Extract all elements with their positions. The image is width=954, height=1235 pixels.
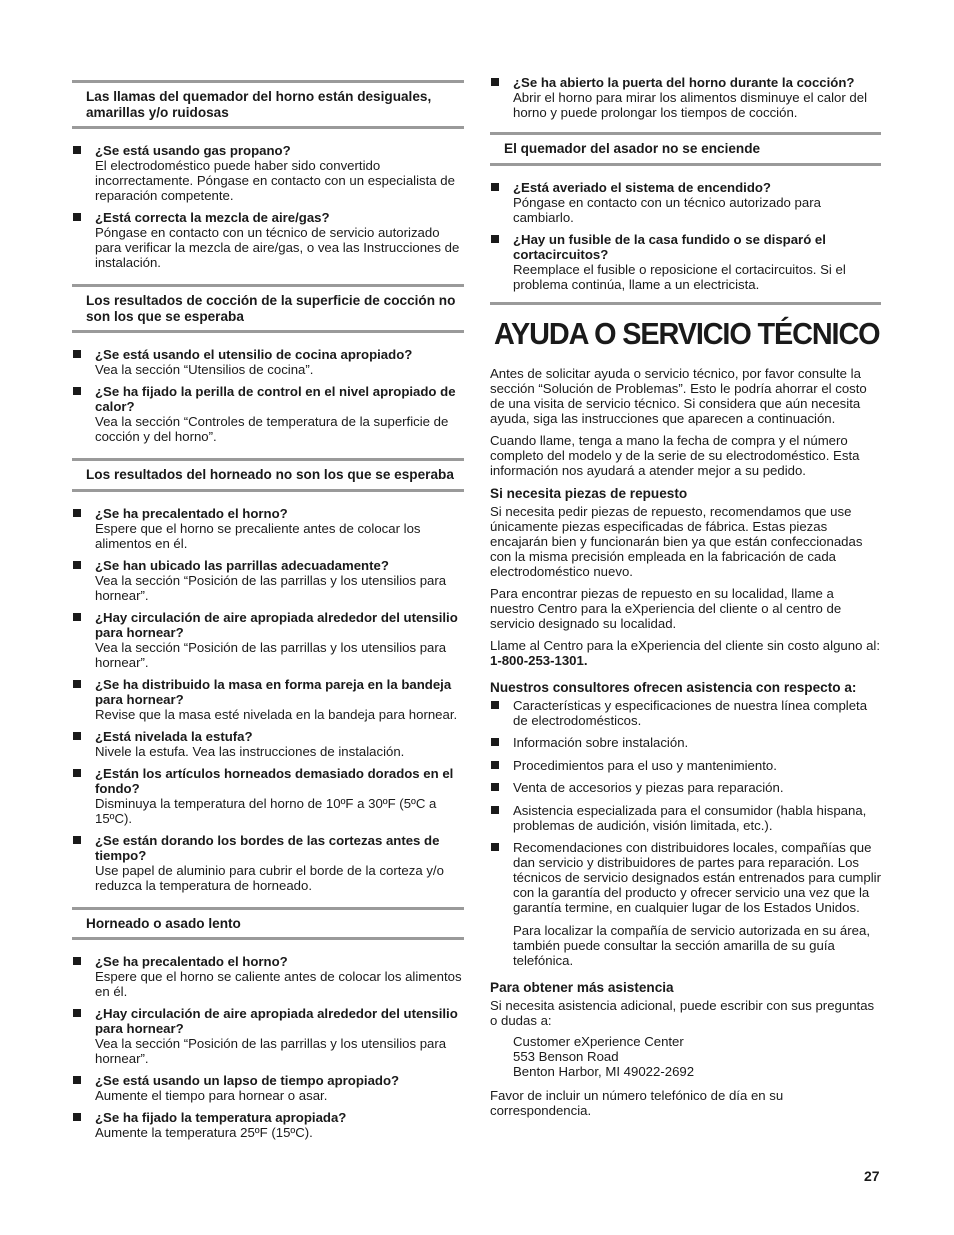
list-item: ¿Se está usando un lapso de tiempo apropiado? Aumente el tiempo para hornear o asar. bbox=[72, 1073, 464, 1103]
address-line: Customer eXperience Center bbox=[513, 1034, 684, 1049]
intro-paragraph-2: Cuando llame, tenga a mano la fecha de compra y el número completo del modelo y de la serie de su electrodoméstico. Esta información nos ayudará a atender mejor a su pedido. bbox=[490, 432, 860, 478]
list-item: ¿Están los artículos horneados demasiado dorados en el fondo? Disminuya la temperatura del horno de 10ºF a 30ºF (5ºC a 15ºC). bbox=[72, 766, 464, 826]
parts-paragraph-2: Para encontrar piezas de repuesto en su localidad, llame a nuestro Centro para la eXperiencia del cliente o al centro de servicio designado su localidad. bbox=[490, 585, 842, 631]
list-item: Características y especificaciones de nuestra línea completa de electrodomésticos. bbox=[490, 698, 881, 728]
checklist-broiler bbox=[490, 180, 881, 292]
list-item: ¿Hay circulación de aire apropiada alrededor del utensilio para hornear? Vea la sección “Posición de las parrillas y los utensilios para hornear”. bbox=[72, 610, 464, 670]
more-help-paragraph-2: Favor de incluir un número telefónico de día en su correspondencia. bbox=[490, 1088, 784, 1118]
phone-number: 1-800-253-1301. bbox=[490, 652, 588, 668]
list-item: ¿Se ha fijado la perilla de control en el nivel apropiado de calor? Vea la sección “Controles de temperatura de la superficie de cocción y del horno”. bbox=[72, 384, 464, 444]
list-item: Información sobre instalación. bbox=[490, 735, 881, 750]
consultant-note: Para localizar la compañía de servicio autorizada en su área, también puede consultar la sección amarilla de su guía telefónica. bbox=[513, 923, 870, 968]
intro-paragraph: Antes de solicitar ayuda o servicio técnico, por favor consulte la sección “Solución de Problemas”. Esto le podría ahorrar el costo de una visita de servicio técnico. Si considera que aún necesita ayuda, siga las instrucciones que aparecen a continuación. bbox=[490, 365, 867, 426]
checklist-oven-door bbox=[490, 75, 881, 120]
list-item: ¿Se han ubicado las parrillas adecuadamente? Vea la sección “Posición de las parrillas y los utensilios para hornear”. bbox=[72, 558, 464, 603]
section-heading-broiler: El quemador del asador no se enciende bbox=[490, 132, 881, 166]
title-rule bbox=[490, 302, 881, 305]
subheading-consultants: Nuestros consultores ofrecen asistencia con respecto a: bbox=[490, 679, 857, 695]
page-number: 27 bbox=[864, 1168, 880, 1184]
list-item: ¿Se ha precalentado el horno? Espere que el horno se precaliente antes de colocar los alimentos en él. bbox=[72, 506, 464, 551]
subheading-more-help: Para obtener más asistencia bbox=[490, 980, 674, 995]
list-item: ¿Se ha distribuido la masa en forma pareja en la bandeja para hornear? Revise que la masa esté nivelada en la bandeja para hornear. bbox=[72, 677, 464, 722]
list-item: ¿Se ha abierto la puerta del horno durante la cocción? Abrir el horno para mirar los alimentos disminuye el calor del horno y puede prolongar los tiempos de cocción. bbox=[490, 75, 881, 120]
more-help-paragraph: Si necesita asistencia adicional, puede escribir con sus preguntas o dudas a: bbox=[490, 998, 875, 1028]
list-item: Procedimientos para el uso y mantenimiento. bbox=[490, 758, 881, 773]
mailing-address bbox=[513, 1034, 881, 1079]
list-item: ¿Está nivelada la estufa? Nivele la estufa. Vea las instrucciones de instalación. bbox=[72, 729, 464, 759]
list-item: ¿Está averiado el sistema de encendido? Póngase en contacto con un técnico autorizado para cambiarlo. bbox=[490, 180, 881, 225]
parts-phone-paragraph: Llame al Centro para la eXperiencia del cliente sin costo alguno al: 1-800-253-1301. bbox=[490, 637, 880, 668]
right-column bbox=[490, 75, 881, 1125]
list-item: ¿Hay circulación de aire apropiada alrededor del utensilio para hornear? Vea la sección “Posición de las parrillas y los utensilios para hornear”. bbox=[72, 1006, 464, 1066]
address-line: Benton Harbor, MI 49022-2692 bbox=[513, 1064, 695, 1079]
list-item: Venta de accesorios y piezas para reparación. bbox=[490, 780, 881, 795]
list-item: ¿Se está usando gas propano? El electrodoméstico puede haber sido convertido incorrectamente. Póngase en contacto con un especialista de reparación competente. bbox=[72, 143, 464, 203]
list-item: ¿Se están dorando los bordes de las cortezas antes de tiempo? Use papel de aluminio para cubrir el borde de la corteza y/o reduzca la temperatura de horneado. bbox=[72, 833, 464, 893]
page-title: AYUDA O SERVICIO TÉCNICO bbox=[494, 315, 880, 351]
list-item: Recomendaciones con distribuidores locales, compañías que dan servicio y distribuidores de partes para reparación. Los técnicos de servicio designados están entrenados para cumplir con la garantía del producto y ofrecer servicio una vez que la garantía termine, en cualquier lugar de los Estados Unidos. bbox=[490, 840, 881, 915]
left-column bbox=[72, 80, 464, 1154]
checklist-slow-baking bbox=[72, 954, 464, 1140]
list-item: ¿Está correcta la mezcla de aire/gas? Póngase en contacto con un técnico de servicio autorizado para verificar la mezcla de aire/gas, o vea las Instrucciones de instalación. bbox=[72, 210, 464, 270]
list-item: ¿Hay un fusible de la casa fundido o se disparó el cortacircuitos? Reemplace el fusible o reposicione el cortacircuitos. Si el problema continúa, llame a un electricista. bbox=[490, 232, 881, 292]
subheading-parts: Si necesita piezas de repuesto bbox=[490, 485, 688, 501]
address-line: 553 Benson Road bbox=[513, 1049, 619, 1064]
checklist-burner-flames bbox=[72, 143, 464, 270]
checklist-cooktop-results bbox=[72, 347, 464, 444]
section-heading-cooktop-results: Los resultados de cocción de la superficie de cocción no son los que se esperaba bbox=[72, 284, 464, 333]
section-heading-burner-flames: Las llamas del quemador del horno están desiguales, amarillas y/o ruidosas bbox=[72, 80, 464, 129]
checklist-baking-results bbox=[72, 506, 464, 893]
parts-paragraph: Si necesita pedir piezas de repuesto, recomendamos que use únicamente piezas especificadas de fábrica. Estas piezas encajarán bien y funcionarán bien ya que están confeccionadas con la misma precisión empleada en la fabricación de cada electrodoméstico nuevo. bbox=[490, 503, 863, 579]
list-item: Asistencia especializada para el consumidor (habla hispana, problemas de audición, visión limitada, etc.). bbox=[490, 803, 881, 833]
list-item: ¿Se ha precalentado el horno? Espere que el horno se caliente antes de colocar los alimentos en él. bbox=[72, 954, 464, 999]
section-heading-baking-results: Los resultados del horneado no son los que se esperaba bbox=[72, 458, 464, 492]
section-heading-slow-baking: Horneado o asado lento bbox=[72, 907, 464, 941]
consultant-list bbox=[490, 698, 881, 916]
list-item: ¿Se ha fijado la temperatura apropiada? Aumente la temperatura 25ºF (15ºC). bbox=[72, 1110, 464, 1140]
list-item: ¿Se está usando el utensilio de cocina apropiado? Vea la sección “Utensilios de cocina”. bbox=[72, 347, 464, 377]
